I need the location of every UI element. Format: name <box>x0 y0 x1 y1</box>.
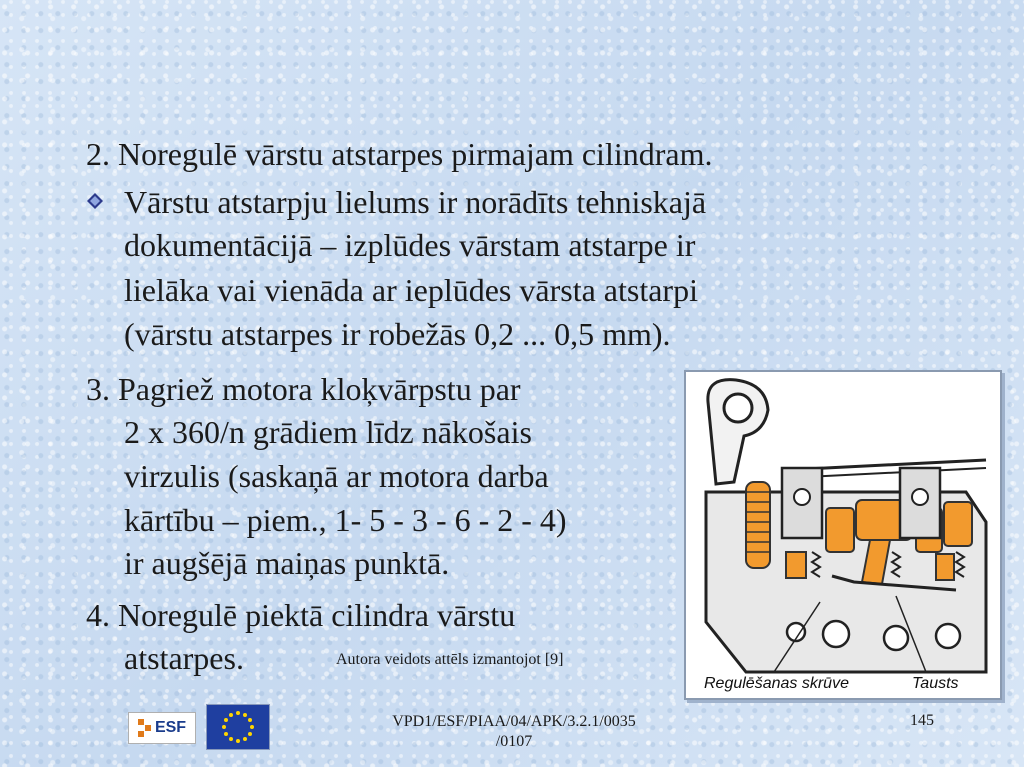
footer-project-code <box>354 712 674 752</box>
valve-adjustment-figure <box>684 370 1002 700</box>
engine-illustration <box>686 372 1000 698</box>
footer-code-line-2: /0107 <box>495 733 533 750</box>
diamond-bullet-icon <box>86 192 104 210</box>
text-line-9: kārtību – piem., 1- 5 - 3 - 6 - 2 - 4) <box>124 502 567 538</box>
footer-code-line-1: VPD1/ESF/PIAA/04/APK/3.2.1/0035 <box>392 713 636 730</box>
text-line-5: (vārstu atstarpes ir robežās 0,2 ... 0,5 mm). <box>124 316 671 352</box>
text-line-3: dokumentācijā – izplūdes vārstam atstarpe ir <box>124 227 696 263</box>
figure-caption: Autora veidots attēls izmantojot [9] <box>336 651 564 668</box>
text-line-2: Vārstu atstarpju lielums ir norādīts tehniskajā <box>124 184 707 220</box>
label-tappet: Tausts <box>912 675 959 692</box>
esf-logo-text: ESF <box>154 719 187 736</box>
label-adjusting-screw: Regulēšanas skrūve <box>704 675 849 692</box>
text-line-12: atstarpes. <box>124 640 244 676</box>
esf-mark-icon <box>138 719 152 737</box>
text-line-1: 2. Noregulē vārstu atstarpes pirmajam cilindram. <box>86 136 713 172</box>
esf-logo <box>128 712 196 744</box>
page-number: 145 <box>910 712 934 729</box>
cam-gear <box>746 482 770 568</box>
text-line-10: ir augšējā maiņas punktā. <box>124 545 450 581</box>
text-line-4: lielāka vai vienāda ar ieplūdes vārsta atstarpi <box>124 272 698 308</box>
text-line-11: 4. Noregulē piektā cilindra vārstu <box>86 597 516 633</box>
text-line-8: virzulis (saskaņā ar motora darba <box>124 458 549 494</box>
text-line-6: 3. Pagriež motora kloķvārpstu par <box>86 371 521 407</box>
text-line-7: 2 x 360/n grādiem līdz nākošais <box>124 414 532 450</box>
eu-flag-icon <box>206 704 270 750</box>
